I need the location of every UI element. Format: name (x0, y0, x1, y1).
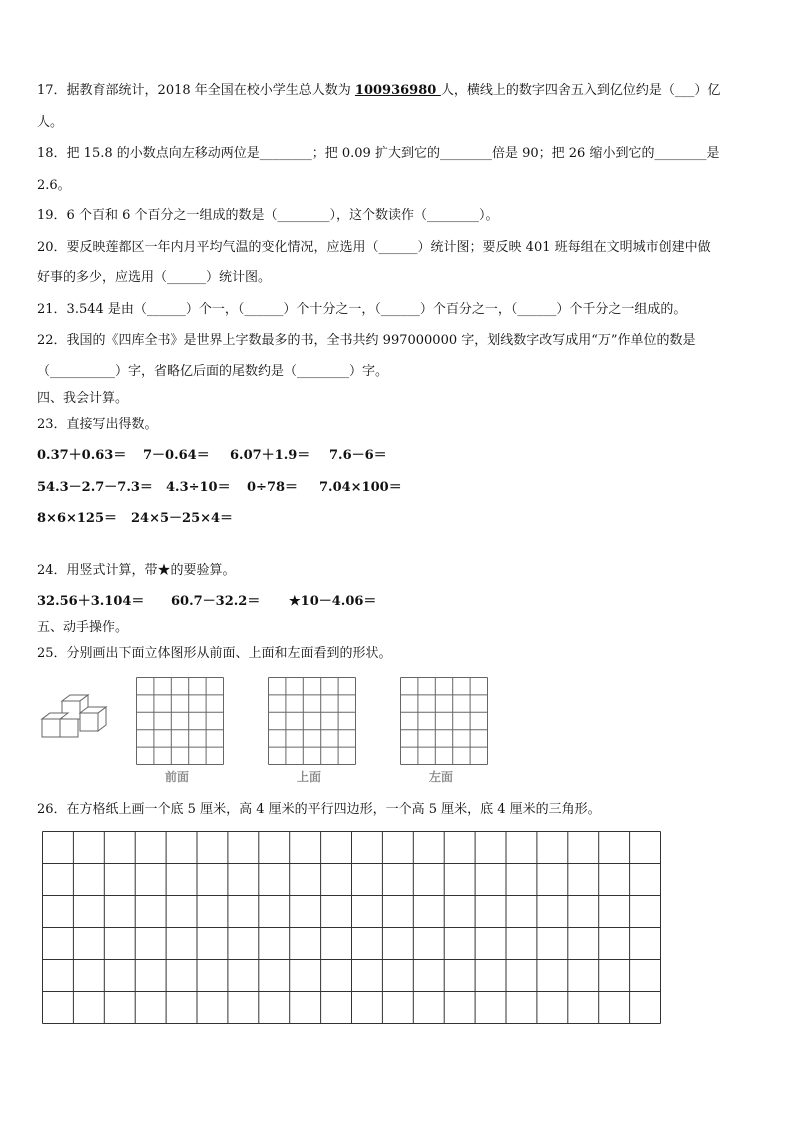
q17-text-2: 人，横线上的数字四舍五入到亿位约是（___）亿 (440, 83, 721, 98)
q20-continuation: 好事的多少，应选用（______）统计图。 (37, 270, 272, 285)
q22-continuation: （__________）字，省略亿后面的尾数约是（________）字。 (37, 364, 389, 379)
calc-item: 6.07＋1.9＝ (230, 448, 311, 463)
calc-item: ★10－4.06＝ (289, 594, 377, 609)
q17-underlined-number: 100936980 (354, 83, 441, 98)
calc-item: 24×5－25×4＝ (131, 511, 234, 526)
top-view-grid[interactable] (268, 677, 356, 765)
question-21: 21．3.544 是由（______）个一，（______）个十分之一，（______）个百分之一，（______）个千分之一组成的。 (37, 302, 687, 317)
calc-item: 8×6×125＝ (37, 511, 118, 526)
question-20: 20．要反映莲都区一年内月平均气温的变化情况，应选用（______）统计图；要反映 401 班每组在文明城市创建中做 (37, 240, 711, 255)
calc-item: 32.56＋3.104＝ (37, 594, 145, 609)
grid-paper[interactable] (42, 831, 662, 1025)
calc-item: 54.3－2.7－7.3＝ (37, 480, 153, 495)
question-22: 22．我国的《四库全书》是世界上字数最多的书，全书共约 997000000 字，划线数字改写成用“万”作单位的数是 (37, 333, 696, 348)
calc-item: 60.7－32.2＝ (171, 594, 261, 609)
left-view-grid[interactable] (400, 677, 488, 765)
section-5-heading: 五、动手操作。 (37, 620, 129, 635)
front-view-grid[interactable] (136, 677, 224, 765)
cube-stack-figure (40, 693, 108, 743)
caption-left: 左面 (429, 770, 454, 784)
caption-top: 上面 (297, 770, 322, 784)
question-24: 24．用竖式计算，带★的要验算。 (37, 563, 236, 578)
caption-front: 前面 (165, 770, 190, 784)
calc-item: 7.04×100＝ (319, 480, 402, 495)
calc-item: 4.3÷10＝ (166, 480, 231, 495)
q17-text: 17．据教育部统计，2018 年全国在校小学生总人数为 (37, 83, 355, 98)
question-19: 19．6 个百和 6 个百分之一组成的数是（________），这个数读作（________）。 (37, 208, 499, 223)
question-18: 18．把 15.8 的小数点向左移动两位是________；把 0.09 扩大到它的________倍是 90；把 26 缩小到它的________是 (37, 146, 720, 161)
question-25: 25．分别画出下面立体图形从前面、上面和左面看到的形状。 (37, 646, 392, 661)
q17-continuation: 人。 (37, 115, 64, 130)
calc-item: 0.37＋0.63＝ (37, 448, 127, 463)
question-26: 26．在方格纸上画一个底 5 厘米，高 4 厘米的平行四边形，一个高 5 厘米，底 4 厘米的三角形。 (37, 802, 601, 817)
calc-item: 7－0.64＝ (143, 448, 210, 463)
q18-continuation: 2.6。 (37, 178, 71, 193)
calc-item: 0÷78＝ (247, 480, 299, 495)
question-17 (37, 82, 720, 100)
section-4-heading: 四、我会计算。 (37, 391, 129, 406)
question-23: 23．直接写出得数。 (37, 417, 158, 432)
calc-item: 7.6－6＝ (329, 448, 387, 463)
